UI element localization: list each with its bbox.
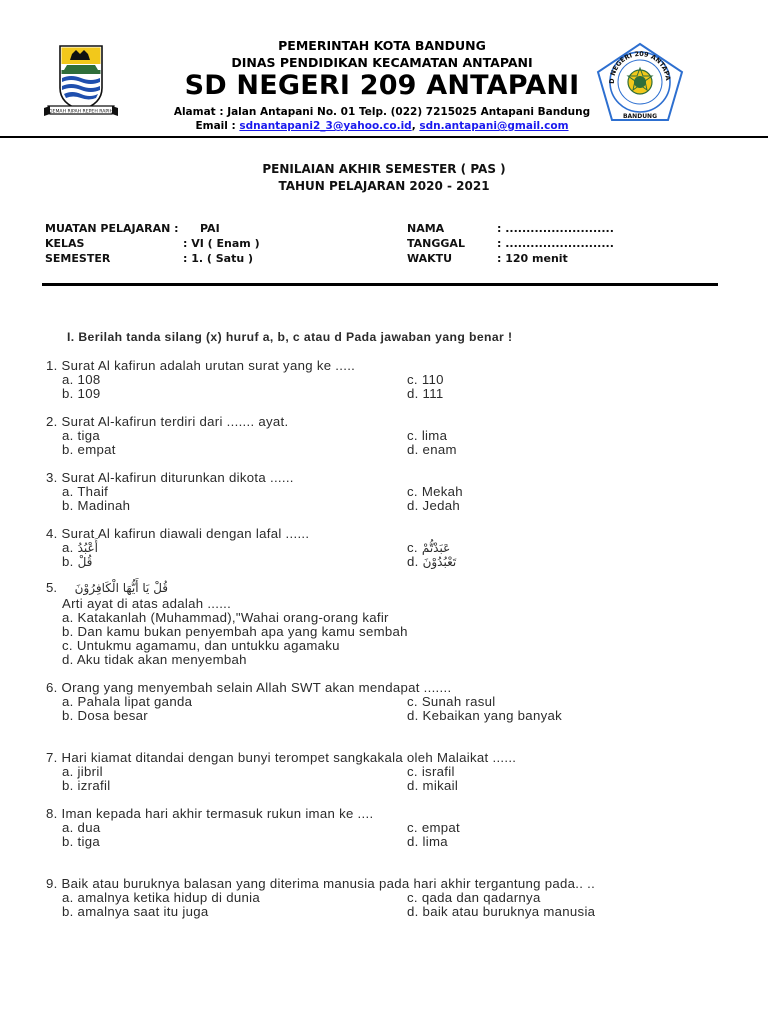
option-4d-arabic: تَعْبُدُوْنَ	[422, 555, 457, 569]
option-7c[interactable]: c. israfil	[407, 764, 455, 779]
header-divider	[0, 136, 768, 138]
question-5-arabic: قُلْ يَا أَيُّهَا الْكَافِرُوْنَ	[74, 581, 169, 595]
name-label: NAMA	[407, 222, 445, 235]
svg-text:SD NEGERI 209 ANTAPANI: D NEGERI 209 ANTAPA	[607, 49, 673, 84]
option-4b[interactable]	[62, 554, 92, 569]
option-2a[interactable]: a. tiga	[62, 428, 101, 443]
question-3: 3. Surat Al-kafirun diturunkan dikota ......	[46, 470, 294, 485]
option-2d[interactable]: d. enam	[407, 442, 457, 457]
option-9b[interactable]: b. amalnya saat itu juga	[62, 904, 209, 919]
school-email	[170, 120, 594, 132]
subject-label: MUATAN PELAJARAN :	[45, 222, 179, 235]
question-9: 9. Baik atau buruknya balasan yang diterima manusia pada hari akhir tergantung pada.. ..	[46, 876, 596, 891]
question-5-prompt: Arti ayat di atas adalah ......	[62, 596, 232, 611]
option-4c[interactable]	[407, 540, 450, 555]
option-3b[interactable]: b. Madinah	[62, 498, 131, 513]
option-1d[interactable]: d. 111	[407, 386, 444, 401]
semester-label: SEMESTER	[45, 252, 111, 265]
class-value: : VI ( Enam )	[183, 237, 260, 250]
school-address: Alamat : Jalan Antapani No. 01 Telp. (022) 7215025 Antapani Bandung	[173, 106, 591, 118]
city-logo	[42, 42, 120, 122]
email-label: Email :	[195, 120, 240, 132]
option-8c[interactable]: c. empat	[407, 820, 460, 835]
exam-year: TAHUN PELAJARAN 2020 - 2021	[278, 179, 490, 193]
option-4d[interactable]	[407, 554, 456, 569]
option-4c-arabic: عَبَدْتُّمْ	[421, 541, 451, 555]
option-9d[interactable]: d. baik atau buruknya manusia	[407, 904, 596, 919]
option-4c-letter: c.	[407, 540, 422, 555]
email-link-yahoo[interactable]: sdnantapani2_3@yahoo.co.id	[239, 120, 412, 132]
question-6: 6. Orang yang menyembah selain Allah SWT akan mendapat .......	[46, 680, 452, 695]
option-3c[interactable]: c. Mekah	[407, 484, 463, 499]
school-name: SD NEGERI 209 ANTAPANI	[184, 70, 580, 101]
subject-value: PAI	[200, 222, 220, 235]
option-1a[interactable]: a. 108	[62, 372, 101, 387]
option-3a[interactable]: a. Thaif	[62, 484, 109, 499]
class-label: KELAS	[45, 237, 85, 250]
question-4: 4. Surat Al kafirun diawali dengan lafal ......	[46, 526, 310, 541]
option-4a-letter: a.	[62, 540, 78, 555]
option-4d-letter: d.	[407, 554, 423, 569]
option-3d[interactable]: d. Jedah	[407, 498, 460, 513]
option-4b-letter: b.	[62, 554, 78, 569]
question-8: 8. Iman kepada hari akhir termasuk rukun iman ke ....	[46, 806, 374, 821]
email-separator: ,	[411, 120, 420, 132]
date-label: TANGGAL	[407, 237, 465, 250]
option-9a[interactable]: a. amalnya ketika hidup di dunia	[62, 890, 261, 905]
question-5-number: 5.	[46, 580, 61, 595]
option-1c[interactable]: c. 110	[407, 372, 444, 387]
option-6a[interactable]: a. Pahala lipat ganda	[62, 694, 193, 709]
school-logo	[594, 42, 686, 124]
svg-text:BANDUNG: BANDUNG	[622, 113, 658, 120]
option-4a-arabic: أَعْبُدُ	[77, 541, 98, 555]
option-8a[interactable]: a. dua	[62, 820, 101, 835]
option-6c[interactable]: c. Sunah rasul	[407, 694, 496, 709]
info-divider	[42, 283, 718, 286]
option-8d[interactable]: d. lima	[407, 834, 448, 849]
time-label: WAKTU	[407, 252, 453, 265]
government-name: PEMERINTAH KOTA BANDUNG	[278, 38, 486, 53]
option-1b[interactable]: b. 109	[62, 386, 101, 401]
email-link-gmail[interactable]: sdn.antapani@gmail.com	[419, 120, 569, 132]
option-4b-arabic: قُلْ	[77, 555, 93, 569]
option-7d[interactable]: d. mikail	[407, 778, 459, 793]
option-5a[interactable]: a. Katakanlah (Muhammad),"Wahai orang-orang kafir	[62, 610, 389, 625]
option-5b[interactable]: b. Dan kamu bukan penyembah apa yang kamu sembah	[62, 624, 408, 639]
option-7a[interactable]: a. jibril	[62, 764, 103, 779]
option-8b[interactable]: b. tiga	[62, 834, 101, 849]
svg-text:GEMAH RIPAH REPEH RAPIH: GEMAH RIPAH REPEH RAPIH	[49, 109, 113, 115]
option-9c[interactable]: c. qada dan qadarnya	[407, 890, 541, 905]
time-value: : 120 menit	[497, 252, 568, 265]
name-field[interactable]: : ..........................	[497, 222, 614, 235]
question-7: 7. Hari kiamat ditandai dengan bunyi terompet sangkakala oleh Malaikat ......	[46, 750, 517, 765]
question-5	[46, 580, 168, 595]
option-7b[interactable]: b. izrafil	[62, 778, 111, 793]
option-5c[interactable]: c. Untukmu agamamu, dan untukku agamaku	[62, 638, 340, 653]
department-name: DINAS PENDIDIKAN KECAMATAN ANTAPANI	[231, 55, 533, 70]
option-6d[interactable]: d. Kebaikan yang banyak	[407, 708, 563, 723]
option-5d[interactable]: d. Aku tidak akan menyembah	[62, 652, 247, 667]
date-field[interactable]: : ..........................	[497, 237, 614, 250]
semester-value: : 1. ( Satu )	[183, 252, 254, 265]
exam-title: PENILAIAN AKHIR SEMESTER ( PAS )	[262, 162, 506, 176]
option-2b[interactable]: b. empat	[62, 442, 116, 457]
option-2c[interactable]: c. lima	[407, 428, 448, 443]
question-1: 1. Surat Al kafirun adalah urutan surat yang ke .....	[46, 358, 356, 373]
instruction-text: I. Berilah tanda silang (x) huruf a, b, c atau d Pada jawaban yang benar !	[67, 330, 513, 344]
question-2: 2. Surat Al-kafirun terdiri dari ....... ayat.	[46, 414, 289, 429]
option-4a[interactable]	[62, 540, 98, 555]
option-6b[interactable]: b. Dosa besar	[62, 708, 148, 723]
